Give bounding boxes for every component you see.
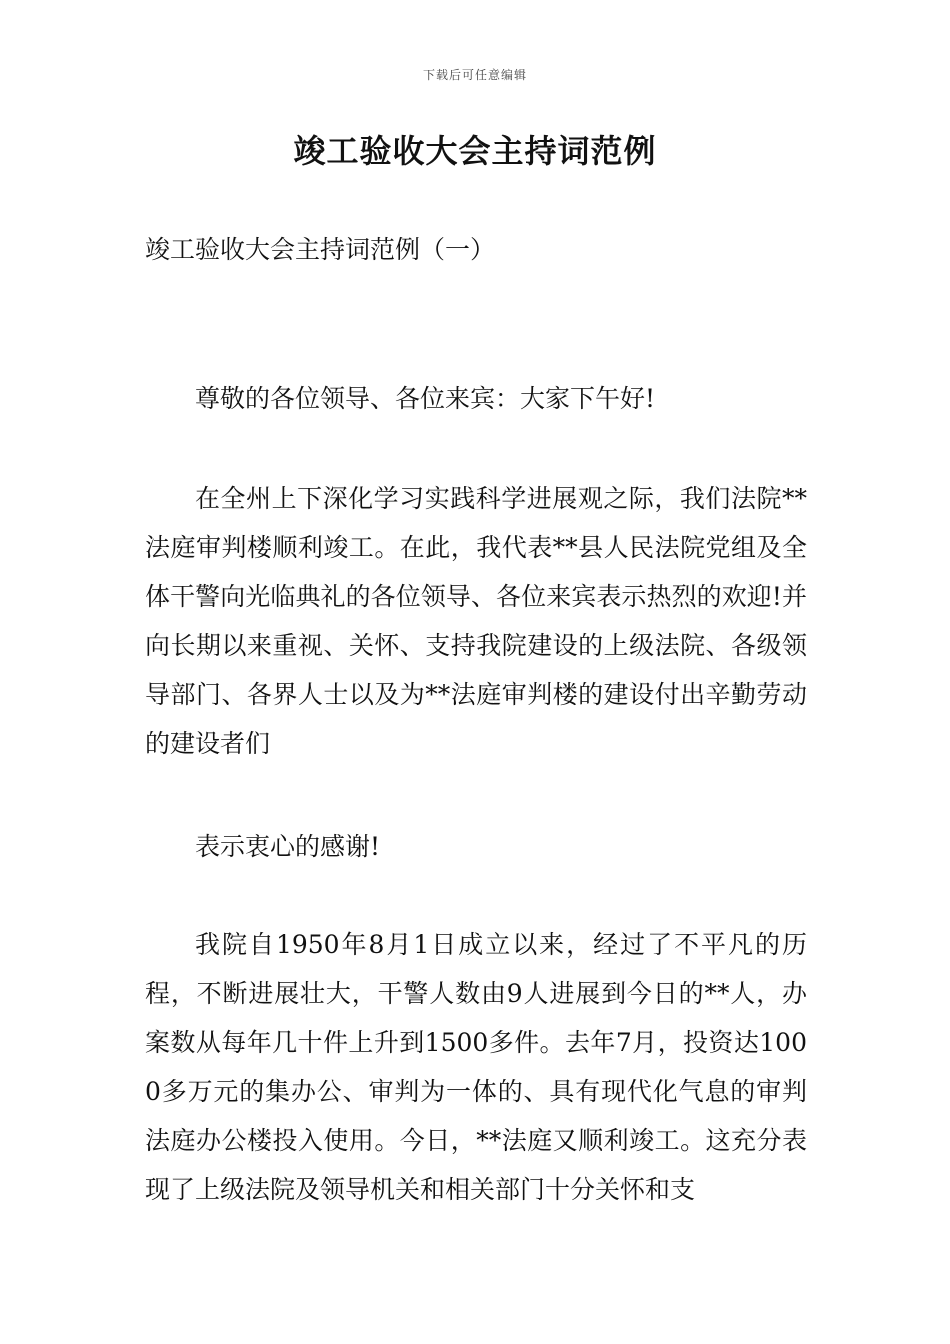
- header-note: 下载后可任意编辑: [422, 68, 527, 82]
- paragraph-greeting: 尊敬的各位领导、各位来宾：大家下午好!: [195, 384, 656, 413]
- paragraph-thanks: 表示衷心的感谢!: [195, 832, 381, 861]
- paragraph-history: 我院自1950年8月1日成立以来，经过了不平凡的历程，不断进展壮大，干警人数由9人进展到今日的**人，办案数从每年几十件上升到1500多件。去年7月，投资达1000多万元的集办公、审判为一体的、具有现代化气息的审判法庭办公楼投入使用。今日，**法庭又顺利竣工。这充分表现了上级法院及领导机关和相关部门十分关怀和支: [145, 930, 807, 1204]
- paragraph-welcome: 在全州上下深化学习实践科学进展观之际，我们法院**法庭审判楼顺利竣工。在此，我代表**县人民法院党组及全体干警向光临典礼的各位领导、各位来宾表示热烈的欢迎!并向长期以来重视、关怀、支持我院建设的上级法院、各级领导部门、各界人士以及为**法庭审判楼的建设付出辛勤劳动的建设者们: [145, 484, 807, 758]
- document-title: 竣工验收大会主持词范例: [293, 132, 657, 170]
- document-subtitle: 竣工验收大会主持词范例（一）: [145, 235, 496, 264]
